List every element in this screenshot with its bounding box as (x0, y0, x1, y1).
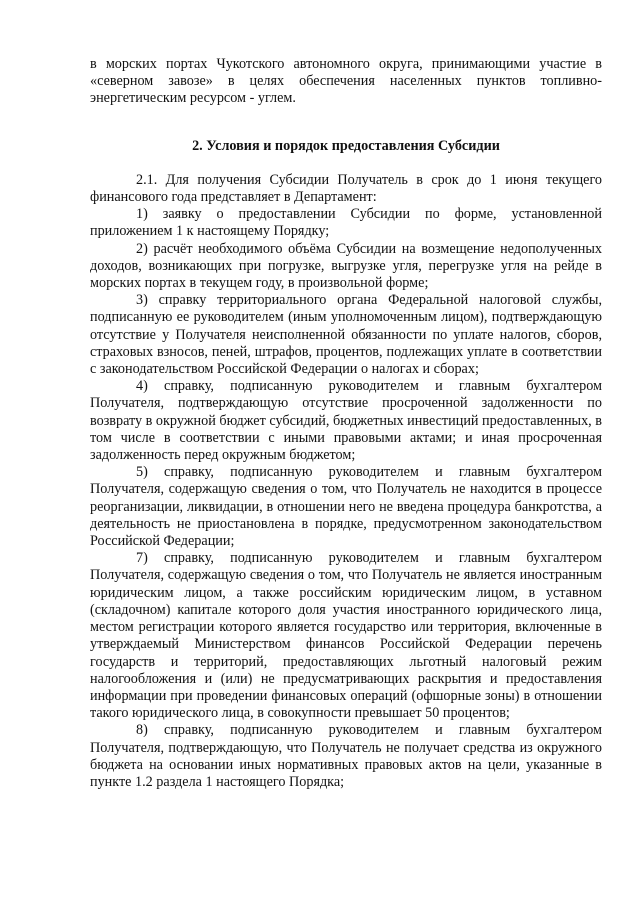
section-title: 2. Условия и порядок предоставления Субсидии (192, 137, 500, 154)
list-item-3: 3) справку территориального органа Федеральной налоговой службы, подписанную ее руководителем (иным уполномоченным лицом), подтверждающую отсутствие у Получателя неисполненной обязанности по уплате налогов, сборов, страховых взносов, пеней, штрафов, процентов, подлежащих уплате в соответствии с законодательством Российской Федерации о налогах и сборах; (90, 292, 602, 378)
list-item-2: 2) расчёт необходимого объёма Субсидии на возмещение недополученных доходов, возникающих при погрузке, выгрузке угля, перегрузке угля на рейде в морских портах в текущем году, в произвольной форме; (90, 240, 602, 292)
paragraph-2-1: 2.1. Для получения Субсидии Получатель в срок до 1 июня текущего финансового года представляет в Департамент: (90, 171, 602, 206)
list-item-8: 8) справку, подписанную руководителем и главным бухгалтером Получателя, подтверждающую, что Получатель не получает средства из окружного бюджета на основании иных нормативных правовых актов на цели, указанные в пункте 1.2 раздела 1 настоящего Порядка; (90, 722, 602, 790)
list-item-5: 5) справку, подписанную руководителем и главным бухгалтером Получателя, содержащую сведения о том, что Получатель не находится в процессе реорганизации, ликвидации, в отношении него не введена процедура банкротства, а деятельность не приостановлена в порядке, предусмотренном законодательством Российской Федерации; (90, 464, 602, 550)
list-item-7: 7) справку, подписанную руководителем и главным бухгалтером Получателя, содержащую сведения о том, что Получатель не является иностранным юридическим лицом, а также российским юридическим лицом, в уставном (складочном) капитале которого доля участия иностранного юридического лица, местом регистрации которого является государство или территория, включенные в утверждаемый Министерством финансов Российской Федерации перечень государств и территорий, предоставляющих льготный налоговый режим налогообложения и (или) не предусматривающих раскрытия и предоставления информации при проведении финансовых операций (офшорные зоны) в отношении такого юридического лица, в совокупности превышает 50 процентов; (90, 550, 602, 722)
intro-paragraph: в морских портах Чукотского автономного округа, принимающими участие в «северном завозе» в целях обеспечения населенных пунктов топливно-энергетическим ресурсом - углем. (90, 56, 602, 107)
list-item-1: 1) заявку о предоставлении Субсидии по форме, установленной приложением 1 к настоящему Порядку; (90, 206, 602, 240)
list-item-4: 4) справку, подписанную руководителем и главным бухгалтером Получателя, подтверждающую отсутствие просроченной задолженности по возврату в окружной бюджет субсидий, бюджетных инвестиций предоставленных, в том числе в соответствии с иными правовыми актами; и иная просроченная задолженность перед окружным бюджетом; (90, 378, 602, 464)
document-page (90, 56, 602, 791)
